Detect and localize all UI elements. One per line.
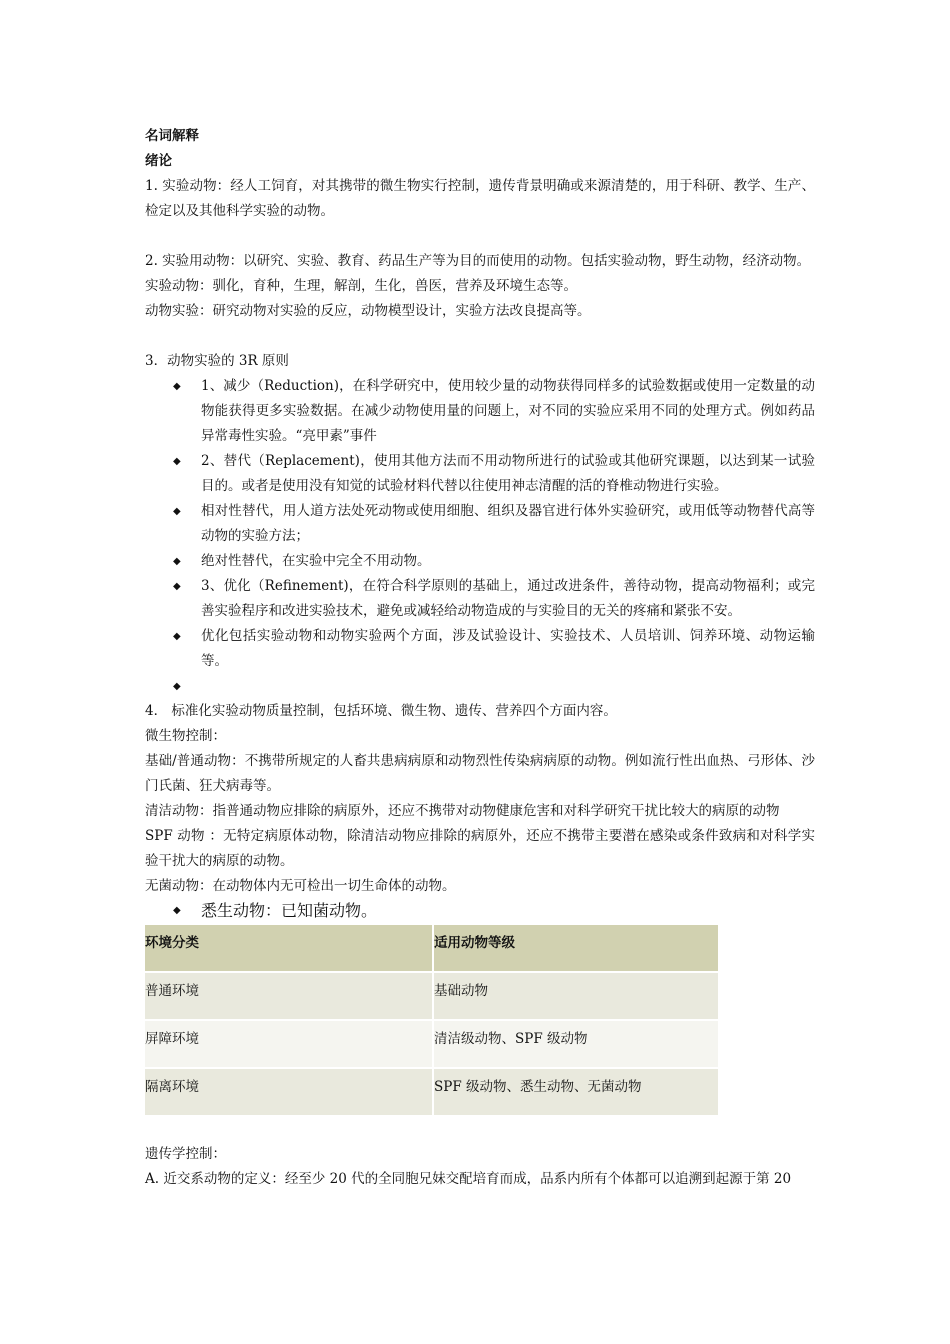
diamond-bullet-icon: ◆ [173, 905, 181, 916]
table-cell: 隔离环境 [145, 1069, 434, 1117]
definition-clean-animal: 清洁动物：指普通动物应排除的病原外，还应不携带对动物健康危害和对科学研究干扰比较大的病原的动物 [145, 803, 780, 819]
diamond-bullet-icon: ◆ [173, 556, 181, 567]
table-cell: 基础动物 [434, 973, 720, 1021]
table-cell: 普通环境 [145, 973, 434, 1021]
definition-experimental-animal: 2. 实验用动物：以研究、实验、教育、药品生产等为目的而使用的动物。包括实验动物，野生动物，经济动物。 [145, 253, 811, 269]
table-row [145, 1021, 720, 1069]
list-item [145, 674, 815, 699]
diamond-bullet-icon: ◆ [173, 381, 181, 392]
genetic-control-heading: 遗传学控制： [145, 1146, 226, 1162]
3r-heading: 3．动物实验的 3R 原则 [145, 353, 289, 369]
table-cell: 屏障环境 [145, 1021, 434, 1069]
gnotobiotic-bullet: ◆ 悉生动物：已知菌动物。 [145, 899, 815, 923]
table-header-row [145, 925, 720, 973]
3r-bullet-list [145, 374, 815, 699]
diamond-bullet-icon: ◆ [173, 506, 181, 517]
list-item: ◆ 绝对性替代，在实验中完全不用动物。 [145, 549, 815, 574]
list-item: ◆ 相对性替代，用人道方法处死动物或使用细胞、组织及器官进行体外实验研究，或用低等动物替代高等动物的实验方法； [145, 499, 815, 549]
list-item: ◆ 优化包括实验动物和动物实验两个方面，涉及试验设计、实验技术、人员培训、饲养环境、动物运输等。 [145, 624, 815, 674]
table-row [145, 1069, 720, 1117]
section-heading-intro: 绪论 [145, 153, 172, 169]
table-cell: SPF 级动物、悉生动物、无菌动物 [434, 1069, 720, 1117]
quality-control-heading: 4． 标准化实验动物质量控制，包括环境、微生物、遗传、营养四个方面内容。 [145, 703, 617, 719]
diamond-bullet-icon: ◆ [173, 456, 181, 467]
definition-basic-animal: 基础/普通动物：不携带所规定的人畜共患病病原和动物烈性传染病病原的动物。例如流行性出血热、弓形体、沙门氏菌、狂犬病毒等。 [145, 753, 815, 794]
list-item: ◆ 1、减少（Reduction)，在科学研究中，使用较少量的动物获得同样多的试验数据或使用一定数量的动物能获得更多实验数据。在减少动物使用量的问题上，对不同的实验应采用不同的处理方式。例如药品异常毒性实验。“亮甲素”事件 [145, 374, 815, 449]
table-header-cell: 适用动物等级 [434, 925, 720, 973]
section-heading-terms: 名词解释 [145, 128, 199, 144]
table-cell: 清洁级动物、SPF 级动物 [434, 1021, 720, 1069]
table-row [145, 973, 720, 1021]
definition-spf-animal: SPF 动物 ：无特定病原体动物，除清洁动物应排除的病原外，还应不携带主要潜在感染或条件致病和对科学实验干扰大的病原的动物。 [145, 828, 815, 869]
table-header-cell: 环境分类 [145, 925, 434, 973]
document-page [145, 124, 815, 1192]
environment-table [145, 925, 720, 1117]
diamond-bullet-icon: ◆ [173, 581, 181, 592]
definition-inbred-strain: A. 近交系动物的定义：经至少 20 代的全同胞兄妹交配培育而成，品系内所有个体都可以追溯到起源于第 20 [145, 1171, 792, 1187]
diamond-bullet-icon: ◆ [173, 681, 181, 692]
lab-animal-fields: 实验动物：驯化，育种，生理，解剖，生化，兽医，营养及环境生态等。 [145, 278, 577, 294]
list-item: ◆ 3、优化（Refinement)，在符合科学原则的基础上，通过改进条件，善待动物，提高动物福利；或完善实验程序和改进实验技术，避免或减轻给动物造成的与实验目的无关的疼痛和紧张不安。 [145, 574, 815, 624]
animal-experiment-fields: 动物实验：研究动物对实验的反应，动物模型设计，实验方法改良提高等。 [145, 303, 591, 319]
list-item: ◆ 2、替代（Replacement)，使用其他方法而不用动物所进行的试验或其他研究课题，以达到某一试验目的。或者是使用没有知觉的试验材料代替以往使用神志清醒的活的脊椎动物进行实验。 [145, 449, 815, 499]
definition-germfree-animal: 无菌动物：在动物体内无可检出一切生命体的动物。 [145, 878, 456, 894]
diamond-bullet-icon: ◆ [173, 631, 181, 642]
microbe-control-heading: 微生物控制： [145, 728, 226, 744]
definition-lab-animal: 1. 实验动物：经人工饲育，对其携带的微生物实行控制，遗传背景明确或来源清楚的，用于科研、教学、生产、检定以及其他科学实验的动物。 [145, 178, 815, 219]
